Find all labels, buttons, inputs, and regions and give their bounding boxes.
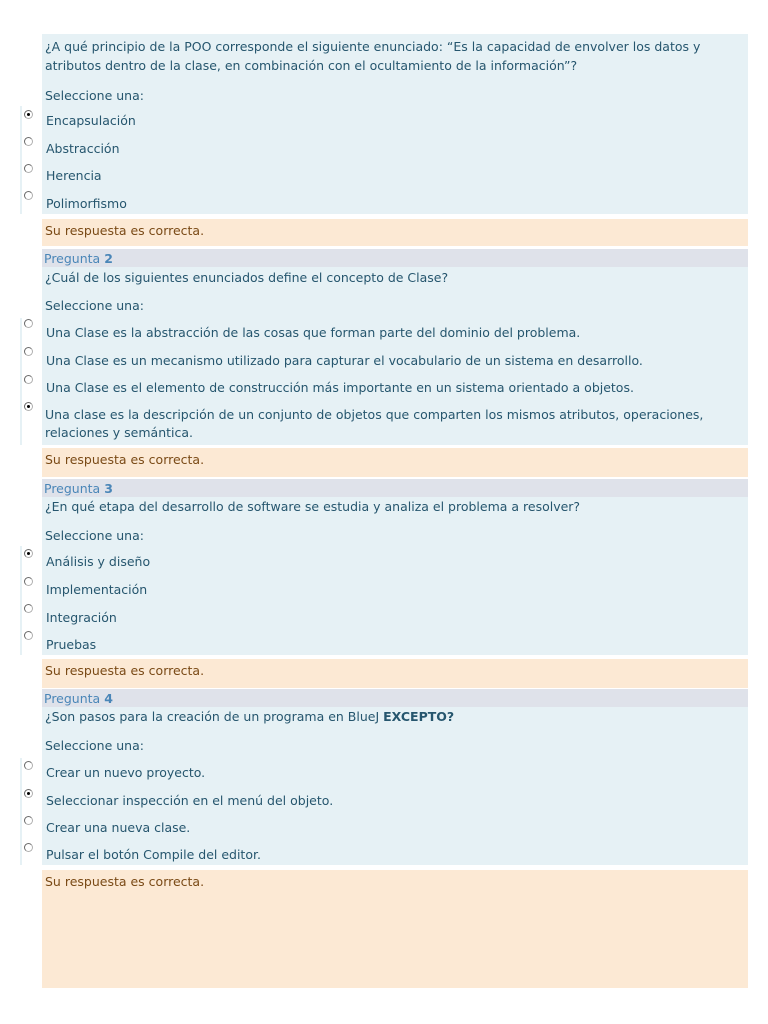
radio-button[interactable] (24, 604, 33, 613)
question-2-card (42, 267, 748, 445)
feedback-text: Su respuesta es correcta. (45, 452, 205, 467)
question-3-header (42, 479, 748, 497)
question-label: Pregunta (44, 251, 101, 266)
question-1-text: ¿A qué principio de la POO corresponde el siguiente enunciado: “Es la capacidad de envolver los datos y atributos dentro de la clase, en combinación con el ocultamiento de la información”? (45, 39, 701, 73)
radio-button[interactable] (24, 164, 33, 173)
question-4-text-main: ¿Son pasos para la creación de un programa en BlueJ (45, 709, 384, 724)
options-stripe (20, 318, 22, 445)
radio-button[interactable] (24, 761, 33, 770)
select-one-label: Seleccione una: (45, 298, 144, 313)
question-number: 4 (104, 691, 113, 706)
radio-button[interactable] (24, 375, 33, 384)
radio-button-selected[interactable] (24, 789, 33, 798)
option-label[interactable]: Pruebas (46, 637, 97, 652)
radio-button[interactable] (24, 631, 33, 640)
option-label[interactable]: Análisis y diseño (46, 554, 151, 569)
option-label[interactable]: Crear una nueva clase. (46, 820, 191, 835)
option-label[interactable]: Polimorfismo (46, 196, 127, 211)
option-label[interactable]: Seleccionar inspección en el menú del objeto. (46, 793, 334, 808)
question-number: 2 (104, 251, 113, 266)
option-label[interactable]: Una Clase es el elemento de construcción más importante en un sistema orientado a objetos. (46, 380, 634, 395)
option-label[interactable]: Una Clase es un mecanismo utilizado para capturar el vocabulario de un sistema en desarrollo. (46, 353, 643, 368)
question-4-text-emphasis: EXCEPTO? (383, 709, 455, 724)
radio-button-selected[interactable] (24, 110, 33, 119)
feedback-box (42, 870, 748, 988)
question-4-header (42, 689, 748, 707)
question-label: Pregunta (44, 691, 101, 706)
feedback-box (42, 448, 748, 477)
option-label[interactable]: Abstracción (46, 141, 120, 156)
feedback-text: Su respuesta es correcta. (45, 874, 205, 889)
options-stripe (20, 546, 22, 655)
radio-button-selected[interactable] (24, 549, 33, 558)
feedback-box (42, 659, 748, 688)
radio-button[interactable] (24, 319, 33, 328)
radio-button[interactable] (24, 816, 33, 825)
question-3-text: ¿En qué etapa del desarrollo de software se estudia y analiza el problema a resolver? (45, 499, 581, 514)
options-stripe (20, 106, 22, 214)
feedback-box (42, 219, 748, 246)
feedback-text: Su respuesta es correcta. (45, 663, 205, 678)
question-number: 3 (104, 481, 113, 496)
question-4-text (45, 707, 744, 726)
radio-button-selected[interactable] (24, 402, 33, 411)
question-label: Pregunta (44, 481, 101, 496)
select-one-label: Seleccione una: (45, 88, 144, 103)
option-label[interactable]: Implementación (46, 582, 148, 597)
select-one-label: Seleccione una: (45, 738, 144, 753)
option-label[interactable]: Herencia (46, 168, 102, 183)
radio-button[interactable] (24, 191, 33, 200)
question-2-text: ¿Cuál de los siguientes enunciados define el concepto de Clase? (45, 270, 449, 285)
radio-button[interactable] (24, 137, 33, 146)
question-4-card (42, 707, 748, 865)
feedback-text: Su respuesta es correcta. (45, 223, 205, 238)
option-label[interactable]: Pulsar el botón Compile del editor. (46, 847, 261, 862)
question-2-header (42, 249, 748, 267)
question-3-card (42, 497, 748, 655)
radio-button[interactable] (24, 577, 33, 586)
options-stripe (20, 758, 22, 865)
radio-button[interactable] (24, 347, 33, 356)
option-label[interactable]: Una clase es la descripción de un conjunto de objetos que comparten los mismos atributos, operaciones, relaciones y semántica. (45, 407, 704, 440)
option-label[interactable]: Integración (46, 610, 117, 625)
option-label[interactable]: Encapsulación (46, 113, 136, 128)
option-label[interactable]: Una Clase es la abstracción de las cosas que forman parte del dominio del problema. (46, 325, 581, 340)
option-label[interactable]: Crear un nuevo proyecto. (46, 765, 206, 780)
select-one-label: Seleccione una: (45, 528, 144, 543)
radio-button[interactable] (24, 843, 33, 852)
